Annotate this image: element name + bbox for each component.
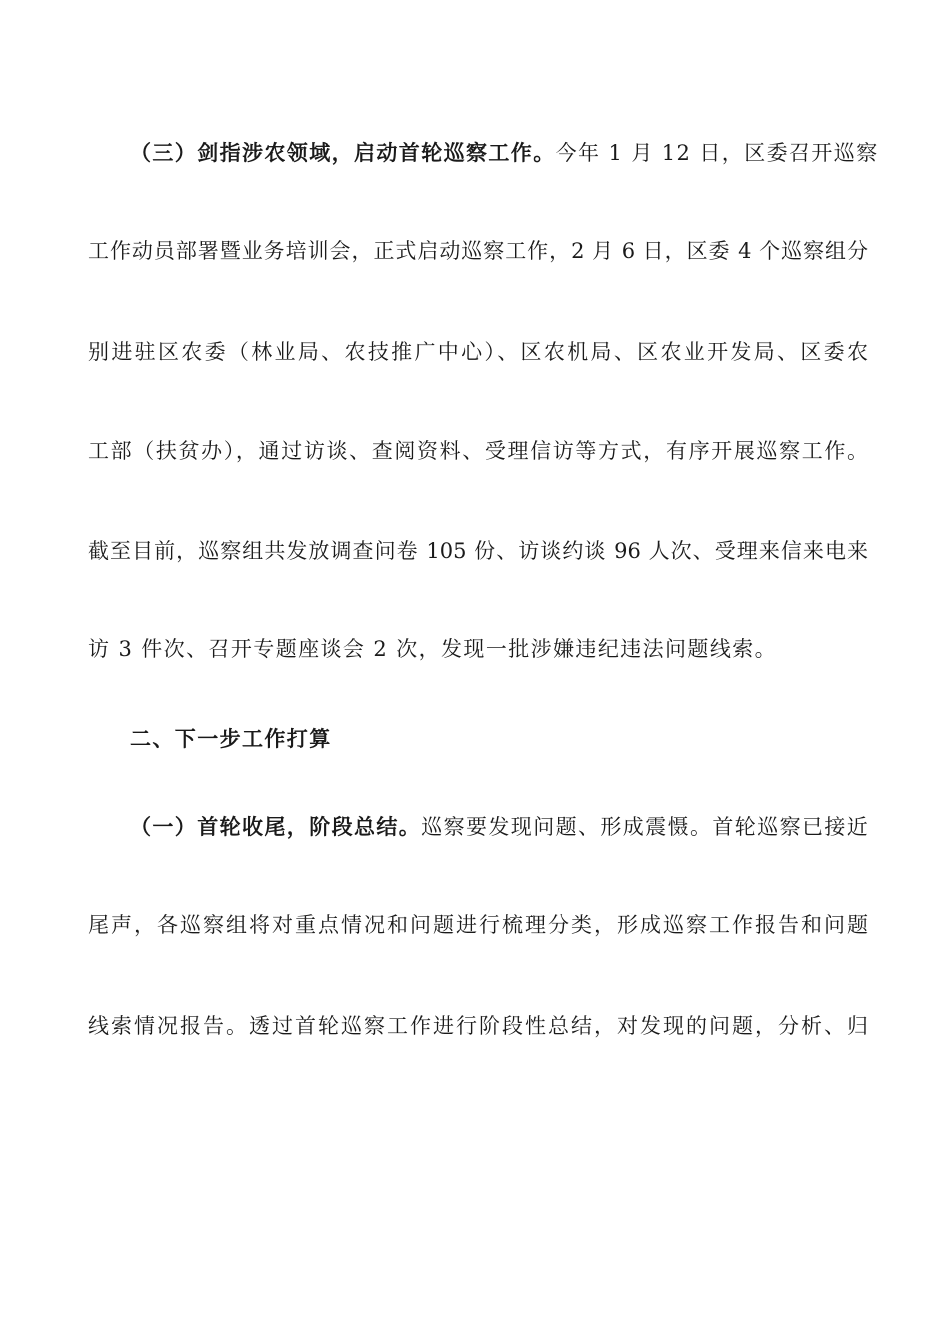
paragraph-line: 截至目前，巡察组共发放调查问卷 105 份、访谈约谈 96 人次、受理来信来电来: [88, 539, 868, 563]
paragraph-heading: （三）剑指涉农领域，启动首轮巡察工作。: [130, 140, 556, 165]
paragraph-line: [130, 138, 879, 168]
section-heading: 二、下一步工作打算: [130, 726, 332, 751]
paragraph-line: 工部（扶贫办），通过访谈、查阅资料、受理信访等方式，有序开展巡察工作。: [88, 439, 868, 463]
paragraph-line: 工作动员部署暨业务培训会，正式启动巡察工作，2 月 6 日，区委 4 个巡察组分: [88, 239, 868, 263]
paragraph-line: 别进驻区农委（林业局、农技推广中心）、区农机局、区农业开发局、区委农: [88, 340, 868, 364]
paragraph-text: 巡察要发现问题、形成震慑。首轮巡察已接近: [421, 815, 870, 839]
paragraph-line: 访 3 件次、召开专题座谈会 2 次，发现一批涉嫌违纪违法问题线索。: [88, 637, 778, 661]
paragraph-line: 尾声，各巡察组将对重点情况和问题进行梳理分类，形成巡察工作报告和问题: [88, 913, 868, 937]
paragraph-line: [130, 812, 868, 842]
paragraph-line: 线索情况报告。透过首轮巡察工作进行阶段性总结，对发现的问题，分析、归: [88, 1014, 868, 1038]
paragraph-heading: （一）首轮收尾，阶段总结。: [130, 814, 422, 839]
paragraph-text: 今年 1 月 12 日，区委召开巡察: [555, 141, 879, 165]
